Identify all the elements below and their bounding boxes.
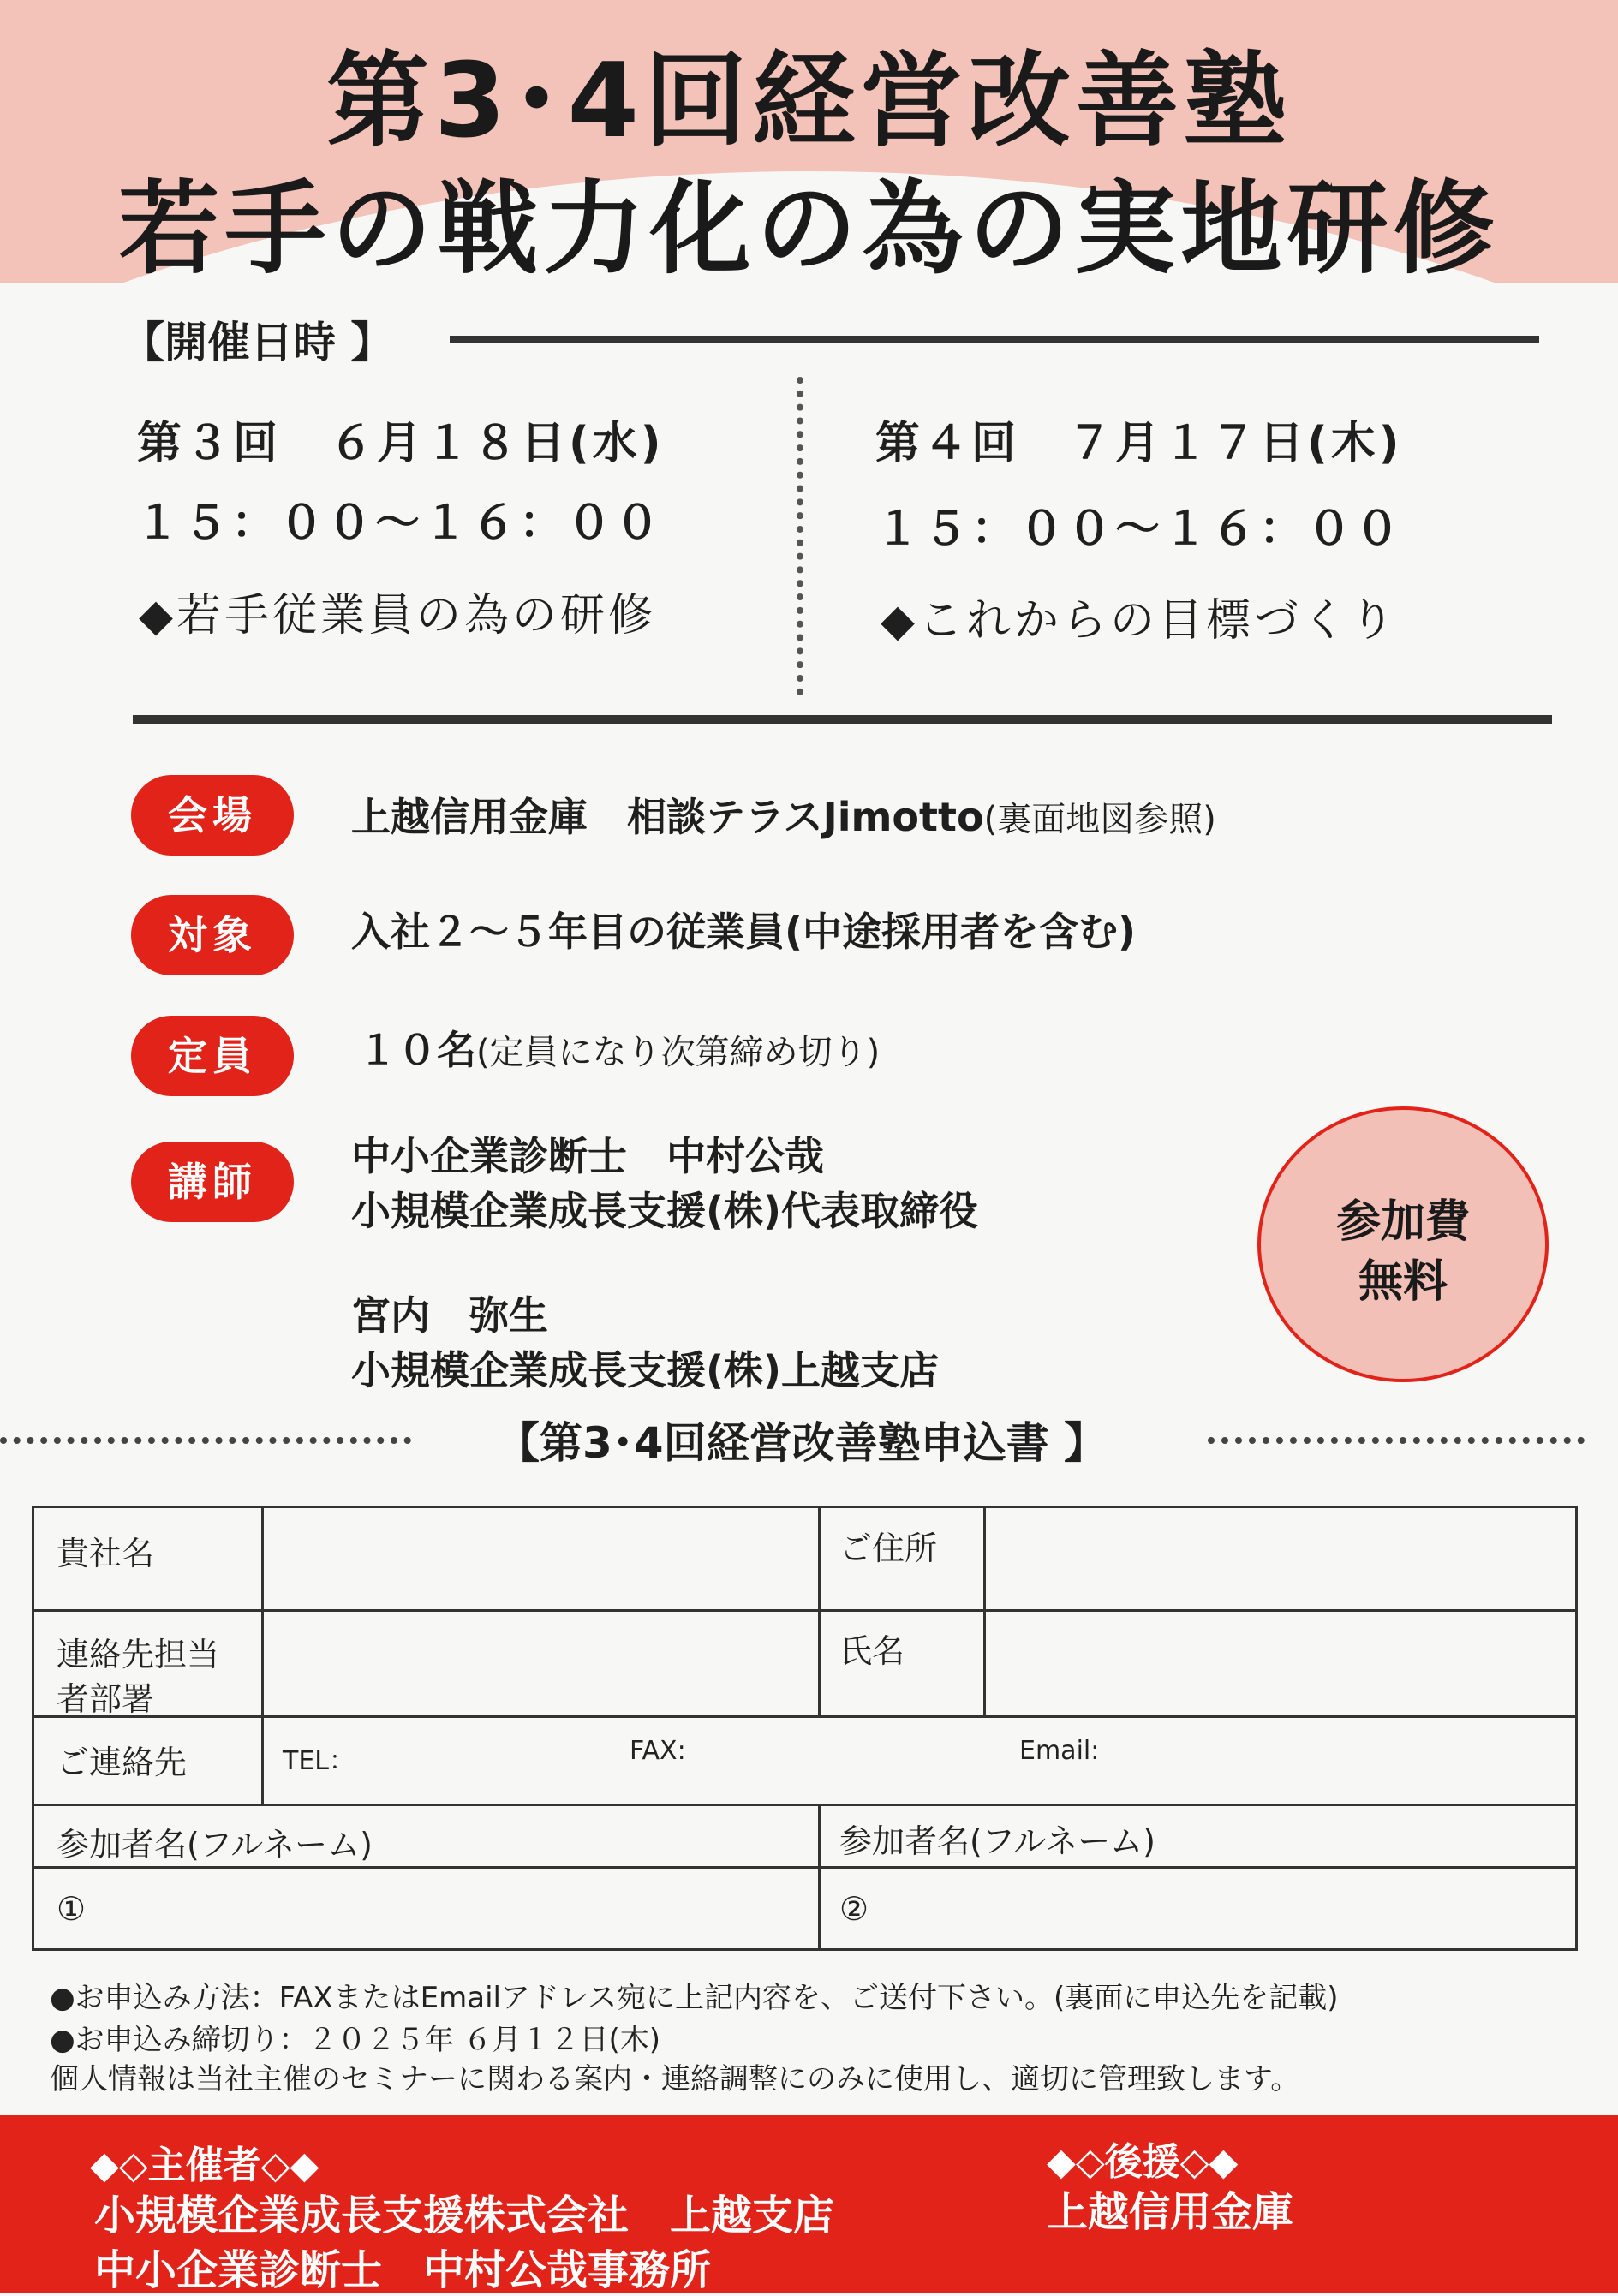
- schedule-bottom-rule: [133, 715, 1552, 724]
- fee-value: 無料: [1358, 1256, 1448, 1308]
- schedule-heading: 【開催日時 】: [122, 318, 394, 367]
- participant-1-number: ①: [57, 1890, 87, 1928]
- form-dots-right: [1208, 1437, 1585, 1444]
- schedule-top-rule: [450, 336, 1539, 343]
- organizer-2: 中小企業診断士 中村公哉事務所: [94, 2246, 712, 2294]
- form-hline: [34, 1866, 1575, 1869]
- note-privacy: 個人情報は当社主催のセミナーに関わる案内・連絡調整にのみに使用し、適切に管理致します。: [50, 2062, 1300, 2096]
- supporter-heading: ◆◇後援◇◆: [1047, 2140, 1239, 2184]
- form-dots-left: [0, 1437, 411, 1444]
- target-badge: 対象: [131, 895, 294, 975]
- form-hline: [34, 1804, 1575, 1806]
- fax-label: FAX:: [630, 1736, 686, 1766]
- form-title: 【第3･4回経営改善塾申込書 】: [497, 1418, 1107, 1468]
- application-form: [32, 1506, 1578, 1951]
- session3-time: １５：００〜１６：００: [135, 498, 664, 549]
- supporter: 上越信用金庫: [1047, 2188, 1294, 2236]
- session3-topic: ◆若手従業員の為の研修: [139, 590, 656, 641]
- capacity-note: (定員になり次第締め切り): [476, 1033, 881, 1072]
- participant-b-label: 参加者名(フルネーム): [839, 1822, 1155, 1860]
- organizer-1: 小規模企業成長支援株式会社 上越支店: [94, 2192, 835, 2239]
- lecturer2-name: 宮内 弥生: [351, 1292, 548, 1339]
- sub-title: 若手の戦力化の為の実地研修: [118, 170, 1500, 288]
- session4-time: １５：００〜１６：００: [875, 504, 1404, 555]
- form-hline: [34, 1609, 1575, 1612]
- form-hline: [34, 1715, 1575, 1718]
- fee-label: 参加費: [1335, 1196, 1470, 1248]
- session4-topic: ◆これからの目標づくり: [881, 595, 1398, 647]
- main-title: 第3･4回経営改善塾: [326, 42, 1292, 161]
- venue-note: (裏面地図参照): [983, 800, 1216, 839]
- email-label: Email:: [1019, 1736, 1100, 1766]
- organizer-heading: ◆◇主催者◇◆: [90, 2144, 319, 2187]
- participant-a-label: 参加者名(フルネーム): [57, 1826, 373, 1864]
- fee-circle: [1257, 1106, 1549, 1382]
- contact-dept-label-1: 連絡先担当: [57, 1636, 220, 1673]
- note-method: ●お申込み方法：FAXまたはEmailアドレス宛に上記内容を、ご送付下さい。(裏面に申込先を記載): [50, 1981, 1339, 2015]
- address-label: ご住所: [839, 1530, 938, 1567]
- participant-2-number: ②: [839, 1890, 869, 1928]
- capacity-value: １０名: [358, 1027, 476, 1073]
- target-text: [351, 901, 1136, 957]
- company-name-label: 貴社名: [57, 1535, 155, 1572]
- form-vline: [261, 1508, 264, 1804]
- session4-date: 第４回 ７月１７日(木): [875, 418, 1403, 469]
- lecturer2-title: 小規模企業成長支援(株)上越支店: [351, 1347, 940, 1393]
- venue-badge: 会場: [131, 775, 294, 856]
- person-name-label: 氏名: [839, 1632, 905, 1670]
- capacity-text: [358, 1019, 880, 1076]
- form-vline: [983, 1508, 986, 1715]
- capacity-badge: 定員: [131, 1016, 294, 1096]
- lecturer1-name: 中小企業診断士 中村公哉: [351, 1133, 824, 1179]
- form-vline: [818, 1804, 821, 1951]
- venue-text: [351, 786, 1216, 843]
- venue-value: 上越信用金庫 相談テラスJimotto: [351, 794, 984, 840]
- contact-dept-label-2: 者部署: [57, 1680, 155, 1718]
- tel-label: TEL：: [283, 1746, 355, 1776]
- note-deadline: ●お申込み締切り：２０２５年 ６月１２日(木): [50, 2023, 661, 2057]
- session-divider: [797, 377, 803, 695]
- form-vline: [818, 1508, 821, 1715]
- lecturer-badge: 講師: [131, 1142, 294, 1222]
- target-value: 入社２〜５年目の従業員(中途採用者を含む): [351, 909, 1137, 955]
- contact-label: ご連絡先: [57, 1744, 188, 1781]
- session3-date: 第３回 ６月１８日(水): [137, 418, 665, 469]
- lecturer1-title: 小規模企業成長支援(株)代表取締役: [351, 1188, 979, 1234]
